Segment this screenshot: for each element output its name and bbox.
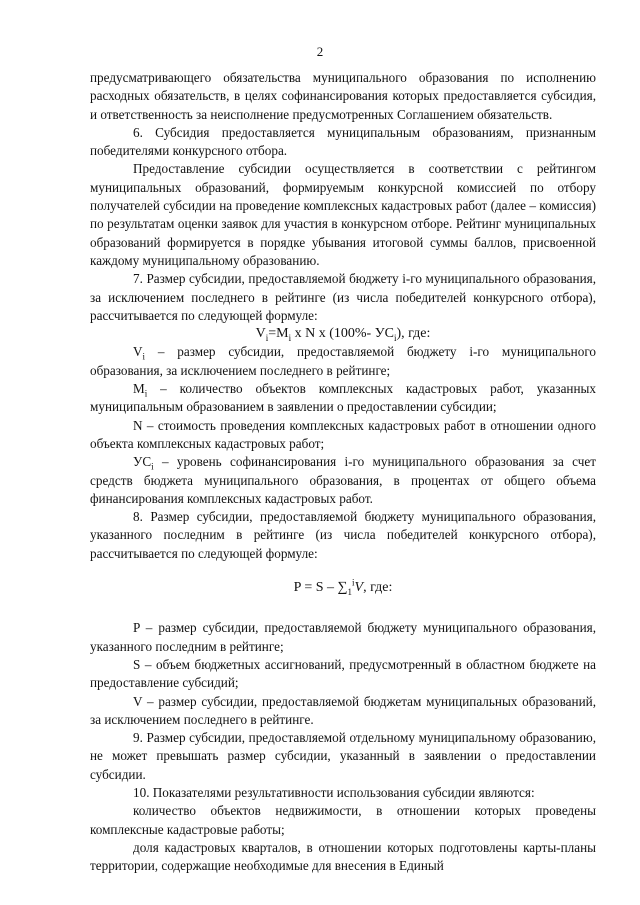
definition-v: V – размер субсидии, предоставляемой бюджетам муниципальных образований, за исключением последнего в рейтинге. bbox=[90, 693, 596, 727]
paragraph-10: 10. Показателями результативности использования субсидии являются: bbox=[133, 784, 535, 800]
definition-p: P – размер субсидии, предоставляемой бюджету муниципального образования, указанного последним в рейтинге; bbox=[90, 620, 596, 654]
definition-usi: $УС_i$ – уровень софинансирования i-го муниципального образования за счет средств бюджета муниципального образования, в процентах от общего объема финансирования комплексных кадастровых работ. bbox=[90, 454, 596, 506]
page-number: 2 bbox=[316, 44, 324, 59]
definition-vi: $V_i$ – размер субсидии, предоставляемой бюджету i-го муниципального образования, за исключением последнего в рейтинге; bbox=[90, 344, 596, 378]
paragraph-6-rating: Предоставление субсидии осуществляется в соответствии с рейтингом муниципальных образований, формируемым конкурсной комиссией по отбору получателей субсидии на проведение комплексных кадастровых работ (далее – комиссия) по результатам оценки заявок для участия в конкурсном отборе. Рейтинг муниципальных образований формируется в порядке убывания итоговой суммы баллов, присвоенной каждому муниципальному образованию. bbox=[90, 161, 596, 268]
paragraph-continuation: предусматривающего обязательства муниципального образования по исполнению расходных обязательств, в целях софинансирования которых предоставляется субсидия, и ответственность за неисполнение предусмотренных Соглашением обязательств. bbox=[90, 70, 596, 122]
formula-vi: $V_i=M_i$ x N x (100%- $УС_i$), где: bbox=[255, 326, 431, 343]
indicator-quarters: доля кадастровых кварталов, в отношении которых подготовлены карты-планы территории, содержащие необходимые для внесения в Единый bbox=[90, 839, 596, 874]
indicator-objects: количество объектов недвижимости, в отношении которых проведены комплексные кадастровые работы; bbox=[90, 803, 596, 837]
document-body bbox=[90, 69, 596, 875]
formula-p: $P = S - \sum_1^iV$, где: bbox=[293, 577, 393, 597]
paragraph-6: 6. Субсидия предоставляется муниципальным образованиям, признанным победителями конкурсного отбора. bbox=[90, 124, 596, 159]
definition-mi: $M_i$ – количество объектов комплексных кадастровых работ, указанных муниципальным образованием в заявлении о предоставлении субсидии; bbox=[90, 381, 596, 415]
definition-n: N – стоимость проведения комплексных кадастровых работ в отношении одного объекта комплексных кадастровых работ; bbox=[90, 417, 596, 451]
paragraph-9: 9. Размер субсидии, предоставляемой отдельному муниципальному образованию, не может превышать размер субсидии, указанный в заявлении о предоставлении субсидии. bbox=[90, 730, 596, 782]
paragraph-8: 8. Размер субсидии, предоставляемой бюджету муниципального образования, указанного последним в рейтинге (из числа победителей конкурсного отбора), рассчитывается по следующей формуле: bbox=[90, 509, 596, 561]
definition-s: S – объем бюджетных ассигнований, предусмотренный в областном бюджете на предоставление субсидий; bbox=[90, 656, 596, 691]
paragraph-7: 7. Размер субсидии, предоставляемой бюджету i-го муниципального образования, за исключением последнего в рейтинге (из числа победителей конкурсного отбора), рассчитывается по следующей формуле: bbox=[90, 271, 596, 323]
